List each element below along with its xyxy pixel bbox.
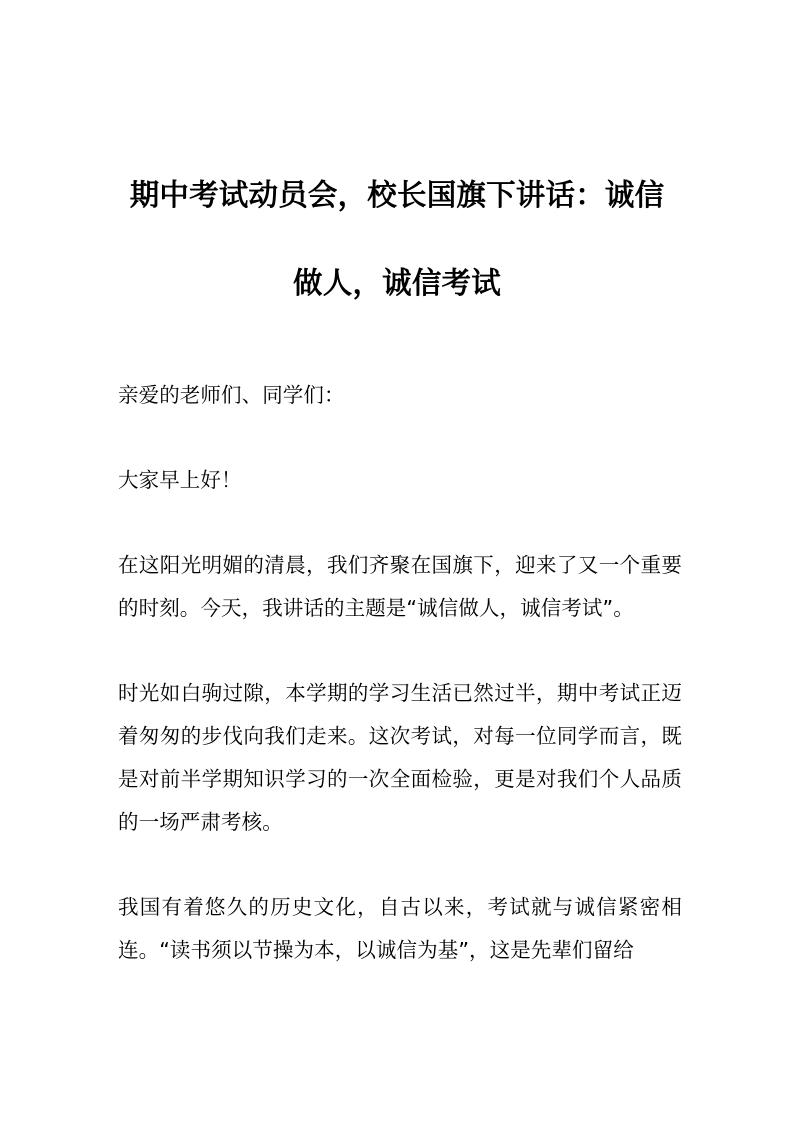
document-title: 期中考试动员会，校长国旗下讲话：诚信做人，诚信考试 — [129, 177, 665, 300]
document-body — [118, 374, 682, 972]
paragraph-salutation: 亲爱的老师们、同学们： — [118, 383, 345, 407]
paragraph-exam-approaching: 时光如白驹过隙，本学期的学习生活已然过半，期中考试正迈着匆匆的步伐向我们走来。这次考试，对每一位同学而言，既是对前半学期知识学习的一次全面检验，更是对我们个人品质的一场严肃考核。 — [118, 681, 682, 834]
paragraph-greeting: 大家早上好！ — [118, 468, 242, 492]
paragraph-history-integrity: 我国有着悠久的历史文化，自古以来，考试就与诚信紧密相连。“读书须以节操为本，以诚信为基”，这是先辈们留给 — [118, 895, 682, 962]
paragraph-theme: 在这阳光明媚的清晨，我们齐聚在国旗下，迎来了又一个重要的时刻。今天，我讲话的主题是“诚信做人，诚信考试”。 — [118, 553, 682, 620]
